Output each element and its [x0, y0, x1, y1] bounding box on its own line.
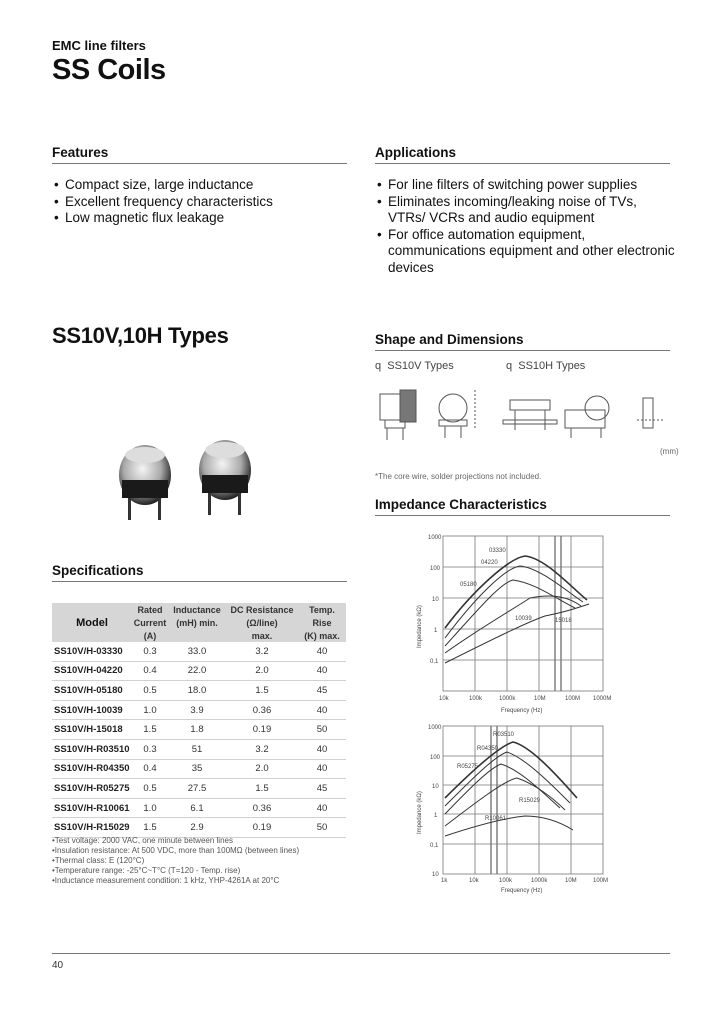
- chart1-xtick: 10M: [534, 696, 546, 702]
- col-header-rated: Rated: [132, 603, 168, 616]
- chart2-xtick: 1000k: [531, 878, 548, 884]
- table-row: SS10V/H-R15029 1.5 2.9 0.19 50: [52, 818, 346, 838]
- table-row: SS10V/H-R05275 0.5 27.5 1.5 45: [52, 779, 346, 799]
- chart1-curve-label: 04220: [481, 560, 498, 566]
- chart1-ylabel: Impedance (kΩ): [417, 605, 423, 648]
- spec-footnotes: [52, 836, 299, 886]
- types-title: SS10V,10H Types: [52, 323, 229, 348]
- product-photo: [100, 425, 300, 535]
- chart1-ytick: 0.1: [430, 659, 439, 665]
- impedance-rule: [375, 515, 670, 516]
- table-row: SS10V/H-10039 1.0 3.9 0.36 40: [52, 700, 346, 720]
- table-row: SS10V/H-15018 1.5 1.8 0.19 50: [52, 720, 346, 740]
- chart2-curve-label: R05275: [457, 764, 479, 770]
- table-row: SS10V/H-R03510 0.3 51 3.2 40: [52, 739, 346, 759]
- category-label: EMC line filters: [52, 38, 146, 53]
- chart2-xtick: 100k: [499, 878, 513, 884]
- unit-label: (mm): [660, 447, 679, 456]
- chart2-xtick: 100M: [593, 878, 609, 884]
- shape-v-label: q SS10V Types: [375, 360, 454, 372]
- chart1-grid: [443, 536, 603, 691]
- chart1-xtick: 1000M: [593, 696, 612, 702]
- coil-image-right: [199, 440, 251, 515]
- list-item: • Excellent frequency characteristics: [52, 194, 347, 211]
- page-number: 40: [52, 960, 64, 971]
- table-row: SS10V/H-04220 0.4 22.0 2.0 40: [52, 661, 346, 681]
- impedance-chart-2: [405, 718, 620, 896]
- applications-heading: Applications: [375, 145, 457, 160]
- impedance-heading: Impedance Characteristics: [375, 497, 547, 512]
- chart1-xtick: 100M: [565, 696, 581, 702]
- coil-image-left: [119, 445, 171, 520]
- chart1-curves: [445, 556, 589, 663]
- chart1-curve-label: 10039: [515, 616, 532, 622]
- col-header-rated-2: Current: [133, 617, 167, 628]
- features-list: [52, 177, 347, 227]
- shape-note: *The core wire, solder projections not included.: [375, 472, 542, 481]
- footer-rule: [52, 953, 670, 954]
- list-item: • Eliminates incoming/leaking noise of TVs, VTRs/ VCRs and audio equipment: [375, 194, 675, 227]
- col-header-temp-2: Rise: [298, 616, 346, 629]
- table-row: SS10V/H-03330 0.3 33.0 3.2 40: [52, 642, 346, 661]
- list-item: • Compact size, large inductance: [52, 177, 347, 194]
- col-header-inductance-3: [168, 629, 226, 642]
- chart2-xtick: 1k: [441, 878, 448, 884]
- chart1-ytick: 100: [430, 566, 441, 572]
- chart2-xlabel: Frequency (Hz): [501, 888, 543, 894]
- list-item: • Low magnetic flux leakage: [52, 210, 347, 227]
- list-item: • For line filters of switching power supplies: [375, 177, 675, 194]
- features-rule: [52, 163, 347, 164]
- shape-h-label: q SS10H Types: [506, 360, 586, 372]
- chart2-ytick: 10: [432, 872, 439, 878]
- footnote: •Test voltage: 2000 VAC, one minute between lines: [52, 836, 233, 845]
- chart1-xtick: 100k: [469, 696, 483, 702]
- chart1-curve-label: 05180: [460, 582, 477, 588]
- footnote: •Insulation resistance: At 500 VDC, more than 100MΩ (between lines): [52, 846, 300, 855]
- specs-heading: Specifications: [52, 563, 144, 578]
- table-row: SS10V/H-R04350 0.4 35 2.0 40: [52, 759, 346, 779]
- col-header-model: Model: [52, 603, 132, 642]
- col-header-dcr-2: (Ω/line): [226, 616, 298, 629]
- col-header-temp: Temp.: [298, 603, 346, 616]
- table-row: SS10V/H-05180 0.5 18.0 1.5 45: [52, 681, 346, 701]
- chart2-ytick: 10: [432, 784, 439, 790]
- page-title: SS Coils: [52, 54, 166, 86]
- chart1-ytick: 10: [432, 597, 439, 603]
- chart1-xtick: 1000k: [499, 696, 516, 702]
- specs-rule: [52, 581, 347, 582]
- col-header-inductance: Inductance: [168, 603, 226, 616]
- col-header-inductance-2: (mH) min.: [168, 616, 226, 629]
- chart2-ytick: 100: [430, 755, 441, 761]
- chart2-xtick: 10M: [565, 878, 577, 884]
- footnote: •Inductance measurement condition: 1 kHz, YHP-4261A at 20°C: [52, 876, 280, 885]
- impedance-chart-1: [405, 528, 620, 718]
- chart1-xtick: 10k: [439, 696, 449, 702]
- footnote: •Thermal class: E (120°C): [52, 856, 145, 865]
- chart2-curve-label: R15029: [519, 798, 541, 804]
- shape-rule: [375, 350, 670, 351]
- chart1-ytick: 1000: [428, 535, 442, 541]
- chart2-ytick: 1000: [428, 725, 442, 731]
- col-header-rated-3: (A): [132, 629, 168, 642]
- applications-list: [375, 177, 675, 276]
- footnote: •Temperature range: -25°C~T°C (T=120 - Temp. rise): [52, 866, 241, 875]
- chart2-curve-label: R10061: [485, 816, 507, 822]
- chart2-ytick: 0.1: [430, 843, 439, 849]
- chart2-ylabel: Impedance (kΩ): [417, 791, 423, 834]
- list-item: • For office automation equipment, communications equipment and other electronic devices: [375, 227, 675, 277]
- applications-rule: [375, 163, 670, 164]
- chart2-xtick: 10k: [469, 878, 479, 884]
- table-row: SS10V/H-R10061 1.0 6.1 0.36 40: [52, 798, 346, 818]
- spec-table: [52, 603, 346, 838]
- chart2-curve-label: R04350: [477, 746, 499, 752]
- col-header-dcr: DC Resistance: [226, 603, 298, 616]
- col-header-temp-3: (K) max.: [298, 629, 346, 642]
- chart1-ytick: 1: [434, 628, 438, 634]
- chart2-curve-label: R03510: [493, 732, 515, 738]
- chart1-curve-label: 03330: [489, 548, 506, 554]
- chart1-curve-label: 15018: [555, 618, 572, 624]
- col-header-dcr-3: max.: [226, 629, 298, 642]
- features-heading: Features: [52, 145, 109, 160]
- shape-heading: Shape and Dimensions: [375, 332, 524, 347]
- chart1-xlabel: Frequency (Hz): [501, 708, 543, 714]
- dimension-drawings: [375, 380, 675, 450]
- chart2-ytick: 1: [434, 813, 438, 819]
